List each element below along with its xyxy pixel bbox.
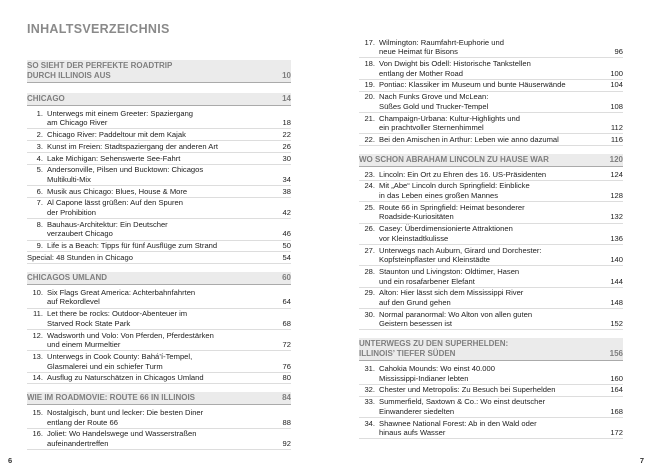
entry-title-line: Summerfield, Saxtown & Co.: Wo einst deutscher xyxy=(379,397,546,407)
toc-entry[interactable] xyxy=(27,330,291,351)
entry-title-line: und einem Murmeltier xyxy=(47,340,121,350)
toc-chapter xyxy=(27,272,291,384)
entry-title-line: Kunst im Freien: Stadtspaziergang der anderen Art xyxy=(47,141,218,151)
entry-page-number: 34 xyxy=(282,174,291,184)
entry-number: 13. xyxy=(32,351,43,361)
entry-number: 3. xyxy=(36,141,43,151)
chapter-page-number: 120 xyxy=(609,155,623,165)
entry-number: 11. xyxy=(33,309,43,319)
entry-page-number: 92 xyxy=(282,439,291,449)
entry-number: 23. xyxy=(364,169,375,179)
entry-page-number: 160 xyxy=(610,373,623,383)
entry-title-line: neue Heimat für Bisons xyxy=(379,47,458,57)
entry-number: 7. xyxy=(36,198,43,208)
toc-entry[interactable] xyxy=(27,241,291,253)
toc-entry[interactable] xyxy=(359,92,623,113)
toc-entry[interactable] xyxy=(359,181,623,202)
entry-title-line: entlang der Route 66 xyxy=(47,417,118,427)
toc-entry[interactable] xyxy=(27,153,291,165)
entry-title-line: auf den Grund gehen xyxy=(379,297,451,307)
entry-title-line: verzaubert Chicago xyxy=(47,229,113,239)
entry-title-line: Chester und Metropolis: Zu Besuch bei Superhelden xyxy=(379,385,556,395)
toc-entry[interactable] xyxy=(27,429,291,450)
entry-number: 10. xyxy=(32,287,43,297)
entry-page-number: 124 xyxy=(610,169,623,179)
entry-title-line: Joliet: Wo Handelswege und Wasserstraßen xyxy=(47,429,197,439)
toc-entry[interactable] xyxy=(359,169,623,181)
entry-number: 32. xyxy=(364,385,375,395)
entry-page-number: 112 xyxy=(610,123,623,133)
entry-title-line: Wadsworth und Volo: Von Pferden, Pferdestärken xyxy=(47,330,214,340)
entry-number: 18. xyxy=(364,58,375,68)
toc-entry[interactable] xyxy=(27,165,291,186)
entry-number: 14. xyxy=(32,373,43,383)
entry-title-line: Kopfsteinpflaster und Kleinstädte xyxy=(379,255,491,265)
right-page-number: 7 xyxy=(639,456,644,465)
chapter-page-number: 84 xyxy=(282,393,291,403)
entry-title-line: Normal paranormal: Wo Alton von allen guten xyxy=(379,309,533,319)
entry-title-line: Glasmalerei und ein schiefer Turm xyxy=(47,361,163,371)
entry-page-number: 22 xyxy=(282,129,291,139)
entry-title-line: Geistern besessen ist xyxy=(379,319,453,329)
entry-title-line: Nach Funks Grove und McLean: xyxy=(379,92,489,102)
entry-page-number: 50 xyxy=(282,241,291,251)
toc-entry-list xyxy=(359,169,623,330)
entry-number: 12. xyxy=(32,330,43,340)
chapter-heading-line: UNTERWEGS ZU DEN SUPERHELDEN: xyxy=(359,339,509,349)
toc-entry-list xyxy=(359,37,623,146)
entry-title-line: Alton: Hier lässt sich dem Mississippi River xyxy=(379,288,524,298)
entry-page-number: 76 xyxy=(282,361,291,371)
toc-entry[interactable] xyxy=(359,113,623,134)
entry-title-line: Lake Michigan: Sehenswerte See-Fahrt xyxy=(47,153,181,163)
entry-title-line: Ausflug zu Naturschätzen in Chicagos Umland xyxy=(47,373,204,383)
entry-number: 20. xyxy=(364,92,375,102)
toc-entry[interactable] xyxy=(27,407,291,428)
toc-entry[interactable] xyxy=(27,198,291,219)
entry-title-line: Staunton und Livingston: Oldtimer, Hasen xyxy=(379,266,520,276)
toc-entry[interactable] xyxy=(27,186,291,198)
entry-number: 22. xyxy=(364,134,375,144)
chapter-heading-line: SO SIEHT DER PERFEKTE ROADTRIP xyxy=(27,61,173,70)
toc-entry[interactable] xyxy=(27,351,291,372)
chapter-spacer xyxy=(27,85,291,93)
entry-page-number: 26 xyxy=(282,141,291,151)
toc-entry[interactable] xyxy=(27,129,291,141)
chapter-heading-line: WIE IM ROADMOVIE: ROUTE 66 IN ILLINOIS xyxy=(27,393,196,403)
left-toc-column xyxy=(27,60,291,450)
entry-number: 21. xyxy=(364,113,375,123)
toc-entry[interactable] xyxy=(359,80,623,92)
left-page-number: 6 xyxy=(8,456,13,465)
entry-title-line: Lincoln: Ein Ort zu Ehren des 16. US-Präsidenten xyxy=(379,169,547,179)
toc-chapter xyxy=(27,392,291,450)
toc-entry-list xyxy=(359,363,623,439)
entry-title-line: Nostalgisch, bunt und lecker: Die besten Diner xyxy=(47,408,204,418)
toc-chapter xyxy=(27,93,291,264)
entry-title-line: Pontiac: Klassiker im Museum und bunte Häuserwände xyxy=(379,80,566,90)
entry-page-number: 148 xyxy=(610,297,623,307)
chapter-heading[interactable] xyxy=(27,93,291,106)
entry-number: 9. xyxy=(36,241,43,251)
entry-page-number: 38 xyxy=(282,186,291,196)
entry-title-line: der Prohibition xyxy=(47,208,96,218)
entry-page-number: 116 xyxy=(610,134,623,144)
chapter-page-number: 156 xyxy=(609,349,623,359)
entry-title-line: Life is a Beach: Tipps für fünf Ausflüge zum Strand xyxy=(47,241,218,251)
toc-entry[interactable] xyxy=(27,219,291,240)
chapter-spacer xyxy=(27,264,291,272)
entry-title-line: am Chicago River xyxy=(47,118,108,128)
entry-number: 16. xyxy=(32,429,43,439)
chapter-heading-line: WO SCHON ABRAHAM LINCOLN ZU HAUSE WAR xyxy=(359,155,549,165)
entry-number: 24. xyxy=(364,181,375,191)
entry-title-line: Casey: Überdimensionierte Attraktionen xyxy=(379,224,513,234)
entry-page-number: 18 xyxy=(282,118,291,128)
entry-page-number: 168 xyxy=(610,406,623,416)
entry-title-line: Bauhaus-Architektur: Ein Deutscher xyxy=(47,219,168,229)
entry-title-line: Von Dwight bis Odell: Historische Tankstellen xyxy=(379,58,531,68)
toc-entry[interactable] xyxy=(359,385,623,397)
entry-title-line: vor Kleinstadtkulisse xyxy=(379,233,449,243)
entry-page-number: 88 xyxy=(282,417,291,427)
chapter-spacer xyxy=(359,146,623,154)
entry-page-number: 172 xyxy=(610,428,623,438)
entry-page-number: 164 xyxy=(610,385,623,395)
toc-entry[interactable] xyxy=(359,37,623,58)
entry-page-number: 96 xyxy=(614,47,623,57)
entry-title-line: Six Flags Great America: Achterbahnfahrten xyxy=(47,287,196,297)
chapter-page-number: 14 xyxy=(282,94,291,103)
toc-entry[interactable] xyxy=(27,309,291,330)
entry-page-number: 72 xyxy=(282,340,291,350)
toc-entry[interactable] xyxy=(27,108,291,129)
entry-title-line: Andersonville, Pilsen und Bucktown: Chicagos xyxy=(47,165,204,175)
entry-title-line: in das Leben eines großen Mannes xyxy=(379,191,499,201)
entry-page-number: 136 xyxy=(610,233,623,243)
entry-number: 28. xyxy=(364,266,375,276)
toc-entry[interactable] xyxy=(359,266,623,287)
entry-number: 33. xyxy=(364,397,375,407)
entry-title-line: Special: 48 Stunden in Chicago xyxy=(27,253,133,262)
entry-title-line: Wilmington: Raumfahrt-Euphorie und xyxy=(379,37,504,47)
toc-entry[interactable] xyxy=(27,141,291,153)
toc-chapter xyxy=(359,338,623,439)
entry-page-number: 100 xyxy=(610,68,623,78)
chapter-spacer xyxy=(359,330,623,338)
entry-title-line: Mississippi-Indianer lebten xyxy=(379,373,469,383)
toc-entry[interactable] xyxy=(359,288,623,309)
entry-number: 2. xyxy=(36,129,43,139)
toc-entry[interactable] xyxy=(359,397,623,418)
entry-title-line: entlang der Mother Road xyxy=(379,68,464,78)
entry-page-number: 108 xyxy=(610,101,623,111)
toc-entry[interactable] xyxy=(359,202,623,223)
right-toc-column xyxy=(359,37,623,439)
entry-title-line: Cahokia Mounds: Wo einst 40.000 xyxy=(379,364,495,374)
toc-entry[interactable] xyxy=(27,373,291,385)
entry-title-line: Roadside-Kuriositäten xyxy=(379,212,454,222)
entry-title-line: Bei den Amischen in Arthur: Leben wie anno dazumal xyxy=(379,134,559,144)
chapter-heading-line: DURCH ILLINOIS AUS xyxy=(27,71,111,80)
entry-title-line: Chicago River: Paddeltour mit dem Kajak xyxy=(47,129,186,139)
chapter-heading[interactable] xyxy=(27,392,291,405)
entry-title-line: auf Rekordlevel xyxy=(47,297,100,307)
entry-number: 6. xyxy=(36,186,43,196)
toc-entry[interactable] xyxy=(359,245,623,266)
chapter-heading[interactable] xyxy=(359,338,623,361)
entry-title-line: Musik aus Chicago: Blues, House & More xyxy=(47,186,188,196)
entry-number: 8. xyxy=(36,219,43,229)
entry-title-line: Champaign-Urbana: Kultur-Highlights und xyxy=(379,113,520,123)
toc-chapter xyxy=(359,154,623,330)
entry-title-line: Mit „Abe“ Lincoln durch Springfield: Einblicke xyxy=(379,181,530,191)
entry-title-line: Let there be rocks: Outdoor-Abenteuer im xyxy=(47,309,188,319)
entry-title-line: Unterwegs mit einem Greeter: Spaziergang xyxy=(47,108,194,118)
entry-number: 30. xyxy=(364,309,375,319)
entry-title-line: hinaus aufs Wasser xyxy=(379,428,446,438)
chapter-heading[interactable] xyxy=(359,154,623,167)
entry-number: 34. xyxy=(364,418,375,428)
entry-title-line: und ein rosafarbener Elefant xyxy=(379,276,475,286)
entry-number: 25. xyxy=(364,202,375,212)
entry-title-line: Unterwegs nach Auburn, Girard und Dorchester: xyxy=(379,245,542,255)
toc-entry-list xyxy=(27,287,291,384)
page-title: INHALTSVERZEICHNIS xyxy=(27,22,170,36)
entry-number: 29. xyxy=(364,288,375,298)
entry-page-number: 68 xyxy=(282,318,291,328)
entry-number: 19. xyxy=(364,80,375,90)
entry-page-number: 54 xyxy=(282,253,291,262)
entry-title-line: ein prachtvoller Sternenhimmel xyxy=(379,123,484,133)
entry-page-number: 46 xyxy=(282,229,291,239)
entry-page-number: 144 xyxy=(610,276,623,286)
entry-title-line: Multikulti-Mix xyxy=(47,174,91,184)
entry-number: 26. xyxy=(364,224,375,234)
chapter-heading-line: ILLINOIS’ TIEFER SÜDEN xyxy=(359,349,456,359)
chapter-heading-line: CHICAGOS UMLAND xyxy=(27,273,107,283)
toc-chapter xyxy=(359,37,623,146)
chapter-heading-line: CHICAGO xyxy=(27,94,65,103)
entry-title-line: Süßes Gold und Trucker-Tempel xyxy=(379,101,489,111)
chapter-spacer xyxy=(27,384,291,392)
entry-page-number: 104 xyxy=(610,80,623,90)
entry-number: 17. xyxy=(364,37,375,47)
entry-page-number: 132 xyxy=(610,212,623,222)
toc-chapter xyxy=(27,60,291,83)
toc-entry-list xyxy=(27,407,291,450)
toc-entry[interactable] xyxy=(359,134,623,146)
chapter-heading[interactable] xyxy=(27,60,291,83)
toc-entry-list xyxy=(27,108,291,264)
entry-page-number: 140 xyxy=(610,255,623,265)
entry-title-line: Starved Rock State Park xyxy=(47,318,131,328)
toc-entry[interactable] xyxy=(27,287,291,308)
entry-title-line: Shawnee National Forest: Ab in den Wald oder xyxy=(379,418,537,428)
entry-number: 5. xyxy=(36,165,43,175)
toc-entry[interactable] xyxy=(27,252,291,264)
chapter-heading[interactable] xyxy=(27,272,291,285)
entry-title-line: Unterwegs in Cook County: Bahá’í-Tempel, xyxy=(47,351,193,361)
entry-page-number: 128 xyxy=(610,191,623,201)
right-page xyxy=(326,0,652,468)
entry-title-line: Route 66 in Springfield: Heimat besonderer xyxy=(379,202,525,212)
entry-page-number: 64 xyxy=(282,297,291,307)
entry-number: 15. xyxy=(32,408,43,418)
entry-page-number: 80 xyxy=(282,373,291,383)
entry-title-line: Al Capone lässt grüßen: Auf den Spuren xyxy=(47,198,183,208)
entry-page-number: 30 xyxy=(282,153,291,163)
toc-entry[interactable] xyxy=(359,309,623,330)
entry-title-line: aufeinandertreffen xyxy=(47,439,109,449)
toc-entry[interactable] xyxy=(359,363,623,384)
entry-number: 27. xyxy=(364,245,375,255)
entry-page-number: 42 xyxy=(282,208,291,218)
toc-entry[interactable] xyxy=(359,58,623,79)
entry-number: 1. xyxy=(36,108,43,118)
chapter-page-number: 60 xyxy=(282,273,291,283)
toc-entry[interactable] xyxy=(359,224,623,245)
entry-number: 4. xyxy=(36,153,43,163)
entry-number: 31. xyxy=(364,364,375,374)
entry-page-number: 152 xyxy=(610,319,623,329)
chapter-page-number: 10 xyxy=(282,71,291,80)
toc-entry[interactable] xyxy=(359,418,623,439)
entry-title-line: Einwanderer siedelten xyxy=(379,406,455,416)
